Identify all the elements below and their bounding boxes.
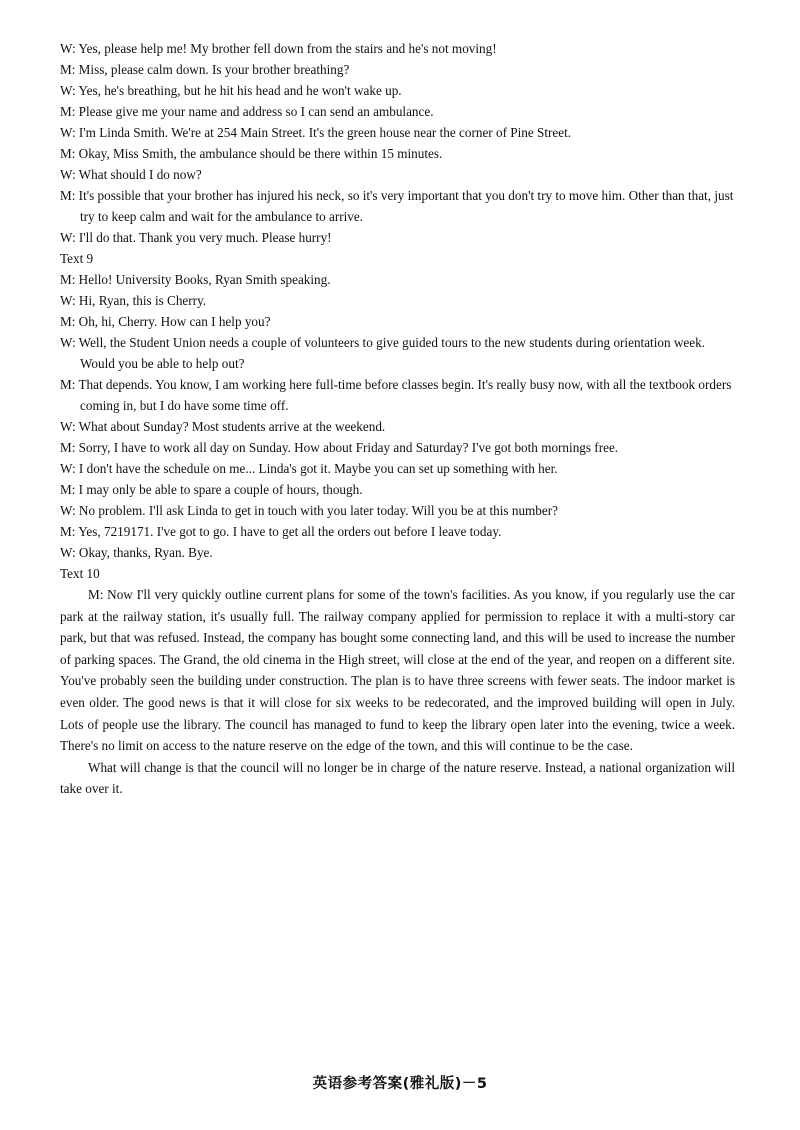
dialogue-line: W: Yes, he's breathing, but he hit his head and he won't wake up.: [60, 83, 402, 98]
dialogue-line: M: Sorry, I have to work all day on Sunday. How about Friday and Saturday? I've got both mornings free.: [60, 440, 619, 455]
dialogue-line: M: Yes, 7219171. I've got to go. I have to get all the orders out before I leave today.: [60, 524, 502, 539]
monologue-paragraph: What will change is that the council will no longer be in charge of the nature reserve. Instead, a national organization will take over it.: [60, 759, 735, 797]
dialogue-line: M: Hello! University Books, Ryan Smith speaking.: [60, 272, 331, 287]
dialogue-line: W: What about Sunday? Most students arrive at the weekend.: [60, 419, 386, 434]
dialogue-line: M: Oh, hi, Cherry. How can I help you?: [60, 314, 271, 329]
dialogue-line: M: I may only be able to spare a couple of hours, though.: [60, 482, 363, 497]
dialogue-line: M: That depends. You know, I am working here full-time before classes begin. It's really busy now, with all the textbook orders coming in, but I do have some time off.: [60, 377, 732, 413]
dialogue-line: M: Okay, Miss Smith, the ambulance should be there within 15 minutes.: [60, 146, 443, 161]
dialogue-line: W: Well, the Student Union needs a couple of volunteers to give guided tours to the new students during orientation week. Would you be able to help out?: [60, 335, 705, 371]
monologue-paragraph: M: Now I'll very quickly outline current plans for some of the town's facilities. As you know, if you regularly use the car park at the railway station, it's usually full. The railway company applied for permission to replace it with a multi-story car park, but that was refused. Instead, the company has bought some connecting land, and this will be used to increase the number of parking spaces. The Grand, the old cinema in the High street, will close at the end of the year, and reopen on a different site. You've probably seen the building under construction. The plan is to have three screens with fewer seats. The indoor market is even older. The good news is that it will close for six weeks to be redecorated, and the improved building will open in July. Lots of people use the library. The council has managed to fund to keep the library open later into the evening, twice a week. There's no limit on access to the nature reserve on the edge of the town, and this will continue to be the case.: [60, 587, 735, 754]
dialogue-line: W: Yes, please help me! My brother fell down from the stairs and he's not moving!: [60, 41, 497, 56]
dialogue-line: M: It's possible that your brother has injured his neck, so it's very important that you don't try to move him. Other than that, just try to keep calm and wait for the ambulance to arrive.: [60, 188, 734, 224]
section-heading-text-9: Text 9: [60, 251, 94, 266]
section-heading-text-10: Text 10: [60, 566, 100, 581]
transcript-content: [60, 38, 735, 800]
dialogue-line: W: I don't have the schedule on me... Linda's got it. Maybe you can set up something with her.: [60, 461, 558, 476]
dialogue-line: W: Okay, thanks, Ryan. Bye.: [60, 545, 213, 560]
dialogue-line: W: Hi, Ryan, this is Cherry.: [60, 293, 207, 308]
dialogue-line: M: Miss, please calm down. Is your brother breathing?: [60, 62, 350, 77]
dialogue-line: W: I'm Linda Smith. We're at 254 Main Street. It's the green house near the corner of Pine Street.: [60, 125, 572, 140]
dialogue-line: W: What should I do now?: [60, 167, 202, 182]
dialogue-line: W: I'll do that. Thank you very much. Please hurry!: [60, 230, 332, 245]
dialogue-line: M: Please give me your name and address so I can send an ambulance.: [60, 104, 434, 119]
dialogue-line: W: No problem. I'll ask Linda to get in touch with you later today. Will you be at this number?: [60, 503, 558, 518]
page-footer: 英语参考答案(雅礼版)－5: [312, 1076, 488, 1092]
